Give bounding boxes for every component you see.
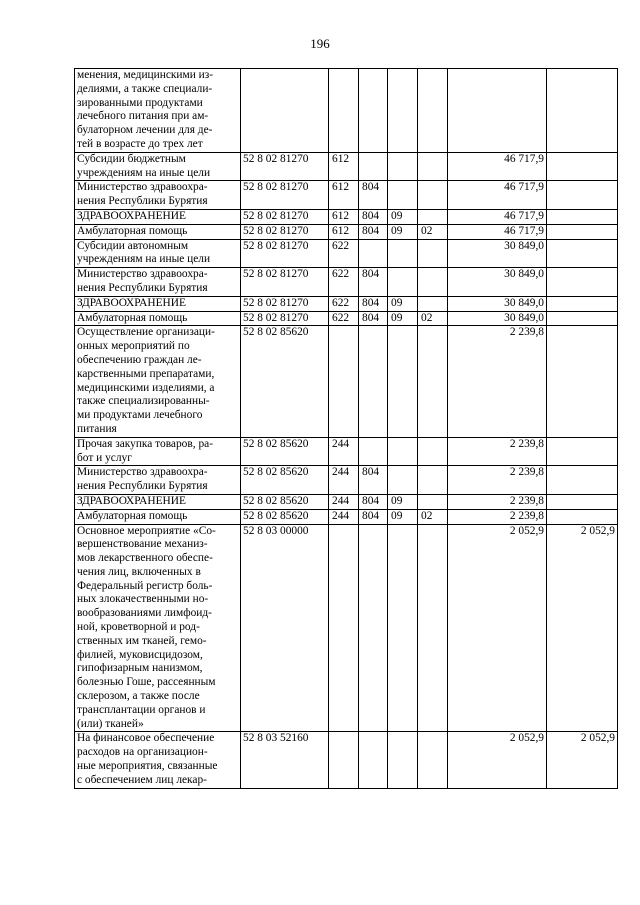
description-cell: На финансовое обеспечение расходов на организацион- ные мероприятия, связанные с обеспечением лиц лекар- (75, 732, 241, 788)
subsection-cell (418, 437, 448, 466)
amount-cell: 2 239,8 (448, 437, 547, 466)
table-row (75, 209, 618, 224)
subsection-cell: 02 (418, 509, 448, 524)
table-row (75, 509, 618, 524)
amount-cell: 30 849,0 (448, 239, 547, 268)
section-cell (388, 437, 418, 466)
table-row (75, 326, 618, 437)
ministry-code-cell: 804 (359, 181, 388, 210)
subsection-cell (418, 296, 448, 311)
target-code-cell: 52 8 02 81270 (241, 152, 329, 181)
table-row (75, 181, 618, 210)
amount-extra-cell (547, 152, 618, 181)
subsection-cell (418, 466, 448, 495)
expense-type-cell: 622 (329, 239, 359, 268)
subsection-cell (418, 209, 448, 224)
expense-type-cell: 244 (329, 494, 359, 509)
section-cell: 09 (388, 311, 418, 326)
ministry-code-cell (359, 524, 388, 732)
target-code-cell: 52 8 02 85620 (241, 466, 329, 495)
subsection-cell (418, 181, 448, 210)
expense-type-cell (329, 732, 359, 788)
description-cell: Министерство здравоохра- нения Республики Бурятия (75, 268, 241, 297)
budget-table-body (75, 69, 618, 789)
ministry-code-cell: 804 (359, 311, 388, 326)
section-cell (388, 239, 418, 268)
expense-type-cell (329, 524, 359, 732)
amount-cell: 46 717,9 (448, 209, 547, 224)
target-code-cell: 52 8 02 81270 (241, 268, 329, 297)
section-cell (388, 268, 418, 297)
target-code-cell: 52 8 03 52160 (241, 732, 329, 788)
amount-cell: 46 717,9 (448, 152, 547, 181)
target-code-cell (241, 69, 329, 153)
expense-type-cell: 622 (329, 296, 359, 311)
amount-extra-cell: 2 052,9 (547, 524, 618, 732)
subsection-cell (418, 152, 448, 181)
table-row (75, 466, 618, 495)
target-code-cell: 52 8 02 81270 (241, 181, 329, 210)
table-row (75, 524, 618, 732)
amount-extra-cell: 2 052,9 (547, 732, 618, 788)
amount-extra-cell (547, 209, 618, 224)
subsection-cell: 02 (418, 311, 448, 326)
amount-cell: 30 849,0 (448, 268, 547, 297)
expense-type-cell: 622 (329, 268, 359, 297)
ministry-code-cell: 804 (359, 268, 388, 297)
target-code-cell: 52 8 02 81270 (241, 239, 329, 268)
ministry-code-cell (359, 326, 388, 437)
section-cell: 09 (388, 224, 418, 239)
expense-type-cell: 612 (329, 224, 359, 239)
amount-cell: 2 052,9 (448, 524, 547, 732)
section-cell (388, 326, 418, 437)
amount-cell: 2 239,8 (448, 494, 547, 509)
description-cell: Субсидии бюджетным учреждениям на иные цели (75, 152, 241, 181)
description-cell: ЗДРАВООХРАНЕНИЕ (75, 296, 241, 311)
description-cell: Амбулаторная помощь (75, 311, 241, 326)
expense-type-cell: 612 (329, 152, 359, 181)
table-row (75, 239, 618, 268)
expense-type-cell: 612 (329, 181, 359, 210)
amount-extra-cell (547, 509, 618, 524)
subsection-cell (418, 494, 448, 509)
section-cell: 09 (388, 509, 418, 524)
description-cell: Министерство здравоохра- нения Республики Бурятия (75, 466, 241, 495)
table-row (75, 494, 618, 509)
amount-extra-cell (547, 296, 618, 311)
target-code-cell: 52 8 02 81270 (241, 209, 329, 224)
amount-extra-cell (547, 69, 618, 153)
amount-cell: 46 717,9 (448, 224, 547, 239)
section-cell (388, 732, 418, 788)
ministry-code-cell: 804 (359, 224, 388, 239)
amount-extra-cell (547, 268, 618, 297)
description-cell: Субсидии автономным учреждениям на иные цели (75, 239, 241, 268)
table-row (75, 69, 618, 153)
subsection-cell (418, 326, 448, 437)
target-code-cell: 52 8 02 81270 (241, 296, 329, 311)
section-cell (388, 466, 418, 495)
table-row (75, 311, 618, 326)
ministry-code-cell: 804 (359, 209, 388, 224)
target-code-cell: 52 8 03 00000 (241, 524, 329, 732)
table-row (75, 268, 618, 297)
table-row (75, 437, 618, 466)
ministry-code-cell: 804 (359, 509, 388, 524)
amount-extra-cell (547, 466, 618, 495)
description-cell: Министерство здравоохра- нения Республики Бурятия (75, 181, 241, 210)
amount-cell: 2 239,8 (448, 509, 547, 524)
subsection-cell (418, 69, 448, 153)
description-cell: Амбулаторная помощь (75, 509, 241, 524)
section-cell (388, 152, 418, 181)
amount-cell: 2 239,8 (448, 326, 547, 437)
amount-extra-cell (547, 494, 618, 509)
subsection-cell (418, 268, 448, 297)
target-code-cell: 52 8 02 81270 (241, 311, 329, 326)
ministry-code-cell (359, 732, 388, 788)
description-cell: Амбулаторная помощь (75, 224, 241, 239)
budget-table (74, 68, 618, 789)
table-row (75, 296, 618, 311)
page-number: 196 (310, 36, 330, 51)
ministry-code-cell (359, 437, 388, 466)
ministry-code-cell: 804 (359, 466, 388, 495)
amount-extra-cell (547, 311, 618, 326)
ministry-code-cell: 804 (359, 494, 388, 509)
target-code-cell: 52 8 02 81270 (241, 224, 329, 239)
amount-cell: 2 239,8 (448, 466, 547, 495)
section-cell: 09 (388, 296, 418, 311)
amount-cell: 30 849,0 (448, 296, 547, 311)
amount-cell: 2 052,9 (448, 732, 547, 788)
ministry-code-cell (359, 69, 388, 153)
table-row (75, 732, 618, 788)
target-code-cell: 52 8 02 85620 (241, 326, 329, 437)
expense-type-cell (329, 326, 359, 437)
amount-extra-cell (547, 239, 618, 268)
amount-cell: 46 717,9 (448, 181, 547, 210)
target-code-cell: 52 8 02 85620 (241, 509, 329, 524)
target-code-cell: 52 8 02 85620 (241, 437, 329, 466)
ministry-code-cell: 804 (359, 296, 388, 311)
amount-cell: 30 849,0 (448, 311, 547, 326)
ministry-code-cell (359, 239, 388, 268)
description-cell: ЗДРАВООХРАНЕНИЕ (75, 209, 241, 224)
section-cell: 09 (388, 494, 418, 509)
expense-type-cell (329, 69, 359, 153)
subsection-cell: 02 (418, 224, 448, 239)
section-cell: 09 (388, 209, 418, 224)
section-cell (388, 524, 418, 732)
amount-extra-cell (547, 224, 618, 239)
target-code-cell: 52 8 02 85620 (241, 494, 329, 509)
subsection-cell (418, 524, 448, 732)
expense-type-cell: 244 (329, 509, 359, 524)
subsection-cell (418, 732, 448, 788)
section-cell (388, 69, 418, 153)
table-row (75, 224, 618, 239)
expense-type-cell: 622 (329, 311, 359, 326)
description-cell: Основное мероприятие «Со- вершенствование механиз- мов лекарственного обеспе- чения лиц, включенных в Федеральный регистр боль- ных злокачественными но- вообразованиями лимфоид- ной, кроветворной и род- ственных им тканей, гемо- филией, муковисцидозом, гипофизарным нанизмом, болезнью Гоше, рассеянным склерозом, а также после трансплантации органов и (или) тканей» (75, 524, 241, 732)
ministry-code-cell (359, 152, 388, 181)
expense-type-cell: 244 (329, 466, 359, 495)
subsection-cell (418, 239, 448, 268)
amount-extra-cell (547, 326, 618, 437)
amount-extra-cell (547, 437, 618, 466)
description-cell: Прочая закупка товаров, ра- бот и услуг (75, 437, 241, 466)
description-cell: ЗДРАВООХРАНЕНИЕ (75, 494, 241, 509)
description-cell: менения, медицинскими из- делиями, а также специали- зированными продуктами лечебного питания при ам- булаторном лечении для де- тей в возрасте до трех лет (75, 69, 241, 153)
description-cell: Осуществление организаци- онных мероприятий по обеспечению граждан ле- карственными препаратами, медицинскими изделиями, а также специализированны- ми продуктами лечебного питания (75, 326, 241, 437)
amount-cell (448, 69, 547, 153)
table-row (75, 152, 618, 181)
expense-type-cell: 244 (329, 437, 359, 466)
amount-extra-cell (547, 181, 618, 210)
expense-type-cell: 612 (329, 209, 359, 224)
section-cell (388, 181, 418, 210)
